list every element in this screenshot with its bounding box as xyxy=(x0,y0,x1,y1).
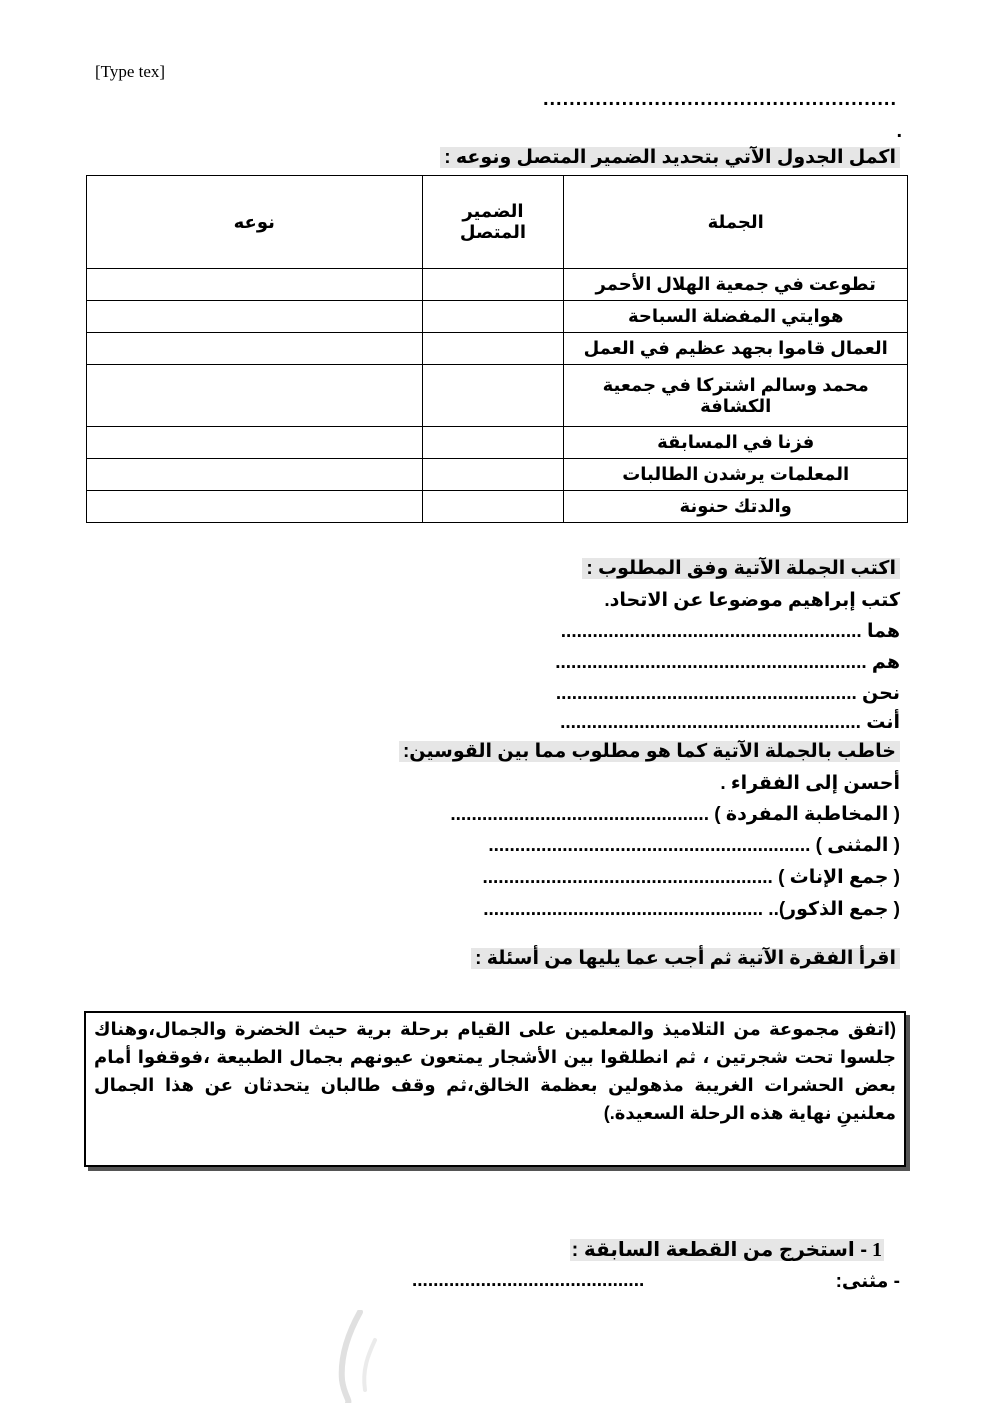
pronoun-cell[interactable] xyxy=(422,269,564,301)
pronoun-cell[interactable] xyxy=(422,459,564,491)
pronoun-cell[interactable] xyxy=(422,301,564,333)
reading-passage: (اتفق مجموعة من التلاميذ والمعلمين على القيام برحلة برية حيث الخضرة والجمال،وهناك جلسوا تحت شجرتين ، ثم انطلقوا بين الأشجار يمتعون عيونهم بجمال الطبيعة ،فوقفوا أمام بعض الحشرات الغريبة مذهولين بعظمة الخالق،ثم وقف طالبان يتحدثان عن هذا الجمال معلنينِ نهاية هذه الرحلة السعيدة.) xyxy=(84,1011,906,1167)
section2-item[interactable]: نحن ......................................................... xyxy=(555,683,900,704)
section2-sentence: كتب إبراهيم موضوعا عن الاتحاد. xyxy=(604,590,900,611)
page-header: [Type tex] xyxy=(95,62,166,81)
section3-sentence: أحسن إلى الفقراء . xyxy=(720,773,900,794)
stray-dot: . xyxy=(896,120,902,142)
sentence-cell: المعلمات يرشدن الطالبات xyxy=(564,459,908,491)
section3-heading: خاطب بالجملة الآتية كما هو مطلوب مما بين القوسين: xyxy=(399,741,900,762)
type-cell[interactable] xyxy=(87,301,423,333)
section5-heading: - استخرج من القطعة السابقة : xyxy=(571,1239,867,1261)
table-row xyxy=(87,301,908,333)
col-header-pronoun: الضمير المتصل xyxy=(422,176,564,269)
section2-heading: اكتب الجملة الآتية وفق المطلوب : xyxy=(582,558,900,579)
table-row xyxy=(87,459,908,491)
section5-item-label: - مثنى: xyxy=(835,1271,900,1292)
table-header-row xyxy=(87,176,908,269)
watermark-logo xyxy=(320,1310,390,1403)
type-cell[interactable] xyxy=(87,269,423,301)
sentence-cell: فزنا في المسابقة xyxy=(564,427,908,459)
section3-item[interactable]: ( المثنى ) ............................................................. xyxy=(488,835,900,856)
section4-heading: اقرأ الفقرة الآتية ثم أجب عما يليها من أسئلة : xyxy=(471,948,900,969)
col-header-sentence: الجملة xyxy=(564,176,908,269)
pronoun-cell[interactable] xyxy=(422,491,564,523)
sentence-cell: محمد وسالم اشتركا في جمعية الكشافة xyxy=(564,365,908,427)
section2-item[interactable]: أنت ......................................................... xyxy=(560,712,900,733)
sentence-cell: والدتك حنونة xyxy=(564,491,908,523)
pronoun-cell[interactable] xyxy=(422,365,564,427)
type-cell[interactable] xyxy=(87,333,423,365)
section3-item[interactable]: ( جمع الذكور).. ..................................................... xyxy=(483,899,900,920)
type-cell[interactable] xyxy=(87,491,423,523)
section1-heading: اكمل الجدول الآتي بتحديد الضمير المتصل ونوعه : xyxy=(440,147,900,168)
pronoun-cell[interactable] xyxy=(422,427,564,459)
pronoun-table xyxy=(86,175,908,523)
sentence-cell: تطوعت في جمعية الهلال الأحمر xyxy=(564,269,908,301)
table-row xyxy=(87,333,908,365)
table-row xyxy=(87,269,908,301)
type-cell[interactable] xyxy=(87,427,423,459)
answer-dots-line: ...................................................... xyxy=(542,88,897,110)
table-row xyxy=(87,427,908,459)
sentence-cell: هوايتي المفضلة السباحة xyxy=(564,301,908,333)
question-number: 1 xyxy=(872,1239,882,1261)
section2-item[interactable]: هم ........................................................... xyxy=(555,652,900,673)
pronoun-cell[interactable] xyxy=(422,333,564,365)
section2-item[interactable]: هما ......................................................... xyxy=(560,621,900,642)
sentence-cell: العمال قاموا بجهد عظيم في العمل xyxy=(564,333,908,365)
col-header-type: نوعه xyxy=(87,176,423,269)
table-row xyxy=(87,365,908,427)
section5-item-dots[interactable]: ............................................ xyxy=(412,1270,645,1291)
type-cell[interactable] xyxy=(87,365,423,427)
type-cell[interactable] xyxy=(87,459,423,491)
section3-item[interactable]: ( جمع الإناث ) ....................................................... xyxy=(482,867,900,888)
table-row xyxy=(87,491,908,523)
section3-item[interactable]: ( المخاطبة المفردة ) ................................................. xyxy=(450,804,900,825)
